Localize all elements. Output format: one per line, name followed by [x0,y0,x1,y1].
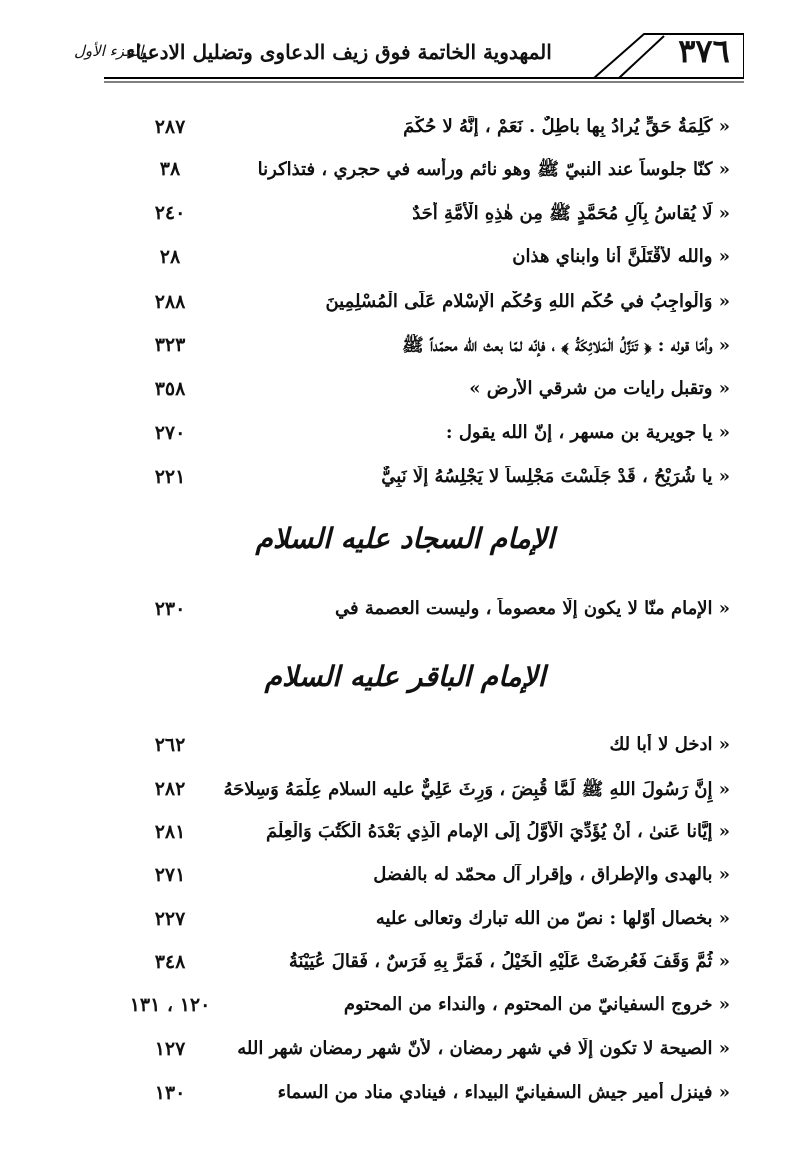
page-header [74,28,744,88]
entry-page: ٣٥٨ [154,378,186,400]
entry-page: ١٣٠ [154,1082,186,1104]
entry-page: ٢٧١ [154,864,186,886]
index-entry [110,196,730,236]
index-entry [110,1032,730,1072]
index-entry [110,728,730,768]
entry-text: « بالهدى والإطراق ، وإقرار آل محمّد له بالفضل [373,864,730,885]
index-entry [110,772,730,812]
entry-text: « كَلِمَةُ حَقٍّ يُرادُ بِها باطِلٌ . نَعَمْ ، إنَّهُ لا حُكْمَ [403,116,730,137]
entry-page: ١٢٧ [154,1038,186,1060]
entry-text: « ادخل لا أبا لك [609,734,730,755]
entry-text: « وتقبل رايات من شرقي الأرض » [469,378,730,399]
entry-page: ٣٨ [159,158,181,180]
entry-page: ٢٢١ [154,466,186,488]
entry-page: ٢٦٢ [154,734,186,756]
entry-page: ١٢٠ ، ١٣١ [129,994,211,1016]
index-entry [110,1076,730,1116]
entry-page: ٢٨٨ [154,291,186,313]
entry-page: ٣٢٣ [154,334,186,356]
entry-text: « الصيحة لا تكون إلّا في شهر رمضان ، لأنّ شهر رمضان شهر الله [237,1038,730,1059]
entry-text: « خروج السفيانيّ من المحتوم ، والنداء من المحتوم [343,994,730,1015]
running-title: المهدوية الخاتمة فوق زيف الدعاوى وتضليل الادعياء [126,40,552,64]
entry-text: « يا جويرية بن مسهر ، إنّ الله يقول : [445,422,730,443]
section-heading-sajjad: الإمام السجاد عليه السلام [255,522,555,555]
index-entry [110,152,730,192]
entry-page: ٢٨٧ [154,116,186,138]
entry-text: « الإمام منّا لا يكون إلّا معصوماً ، وليست العصمة في [335,598,730,619]
entry-page: ٢٣٠ [154,598,186,620]
entry-page: ٣٤٨ [154,951,186,973]
entry-page: ٢٨١ [154,821,186,843]
index-entry [110,110,730,150]
section-heading-baqir: الإمام الباقر عليه السلام [264,660,546,693]
entry-page: ٢٨٢ [154,778,186,800]
index-entry [110,988,730,1028]
entry-text: « والله لأُقْتَلَنَّ أنا وابناي هذان [512,246,730,267]
index-entry [110,592,730,632]
entry-text: « كنّا جلوساً عند النبيّ ﷺ وهو نائم ورأسه في حجري ، فتذاكرنا [257,159,730,180]
entry-page: ٢٨ [159,246,181,268]
index-entry [110,416,730,456]
entry-page: ٢٤٠ [154,202,186,224]
entry-text: « فينزل أمير جيش السفيانيّ البيداء ، فينادي مناد من السماء [277,1082,730,1103]
entry-text: « يا شُرَيْحُ ، قَدْ جَلَسْتَ مَجْلِساً لا يَجْلِسُهُ إِلَّا نَبِيٌّ [381,466,730,487]
entry-page: ٢٢٧ [154,908,186,930]
entry-text: « إِنَّ رَسُولَ اللهِ ﷺ لَمَّا قُبِضَ ، وَرِثَ عَلِيٌّ عليه السلام عِلْمَهُ وَسِلاحَهُ [223,779,730,800]
entry-text: « وَالْواجِبُ في حُكْمِ اللهِ وَحُكْمِ الْإِسْلامِ عَلَى الْمُسْلِمِينَ [325,291,730,312]
entry-text: « وأمّا قوله : ﴿ تَنَزَّلُ الْمَلائِكَةُ ﴾ ، فإنّه لمّا بعث الله محمّداً ﷺ [401,335,730,356]
entry-text: « ثُمَّ وَقَفَ فَعُرِضَتْ عَلَيْهِ الْخَيْلُ ، فَمَرَّ بِهِ فَرَسٌ ، فَقالَ عُيَيْنَةُ [288,951,730,972]
entry-page: ٢٧٠ [154,422,186,444]
index-entry [110,240,730,280]
index-entry [110,858,730,898]
index-entry [110,815,730,855]
index-entry [110,902,730,942]
index-entry [110,328,730,368]
part-label: الجزء الأول [74,42,144,60]
entry-text: « إِيَّانا عَنىٰ ، أَنْ يُؤَدِّيَ الْأَوَّلُ إِلَى الإِمامِ الَّذِي بَعْدَهُ الْكُتُبَ وَالْعِلْمَ [265,821,730,842]
index-entry [110,285,730,325]
entry-text: « بخصال أوّلها : نصّ من الله تبارك وتعالى عليه [375,908,730,929]
entry-text: « لَا يُقاسُ بِآلِ مُحَمَّدٍ ﷺ مِن هٰذِهِ الْأُمَّةِ أَحَدٌ [412,203,730,224]
page-number: ٣٧٦ [678,32,730,70]
index-entry [110,372,730,412]
index-entry [110,945,730,985]
index-entry [110,460,730,500]
